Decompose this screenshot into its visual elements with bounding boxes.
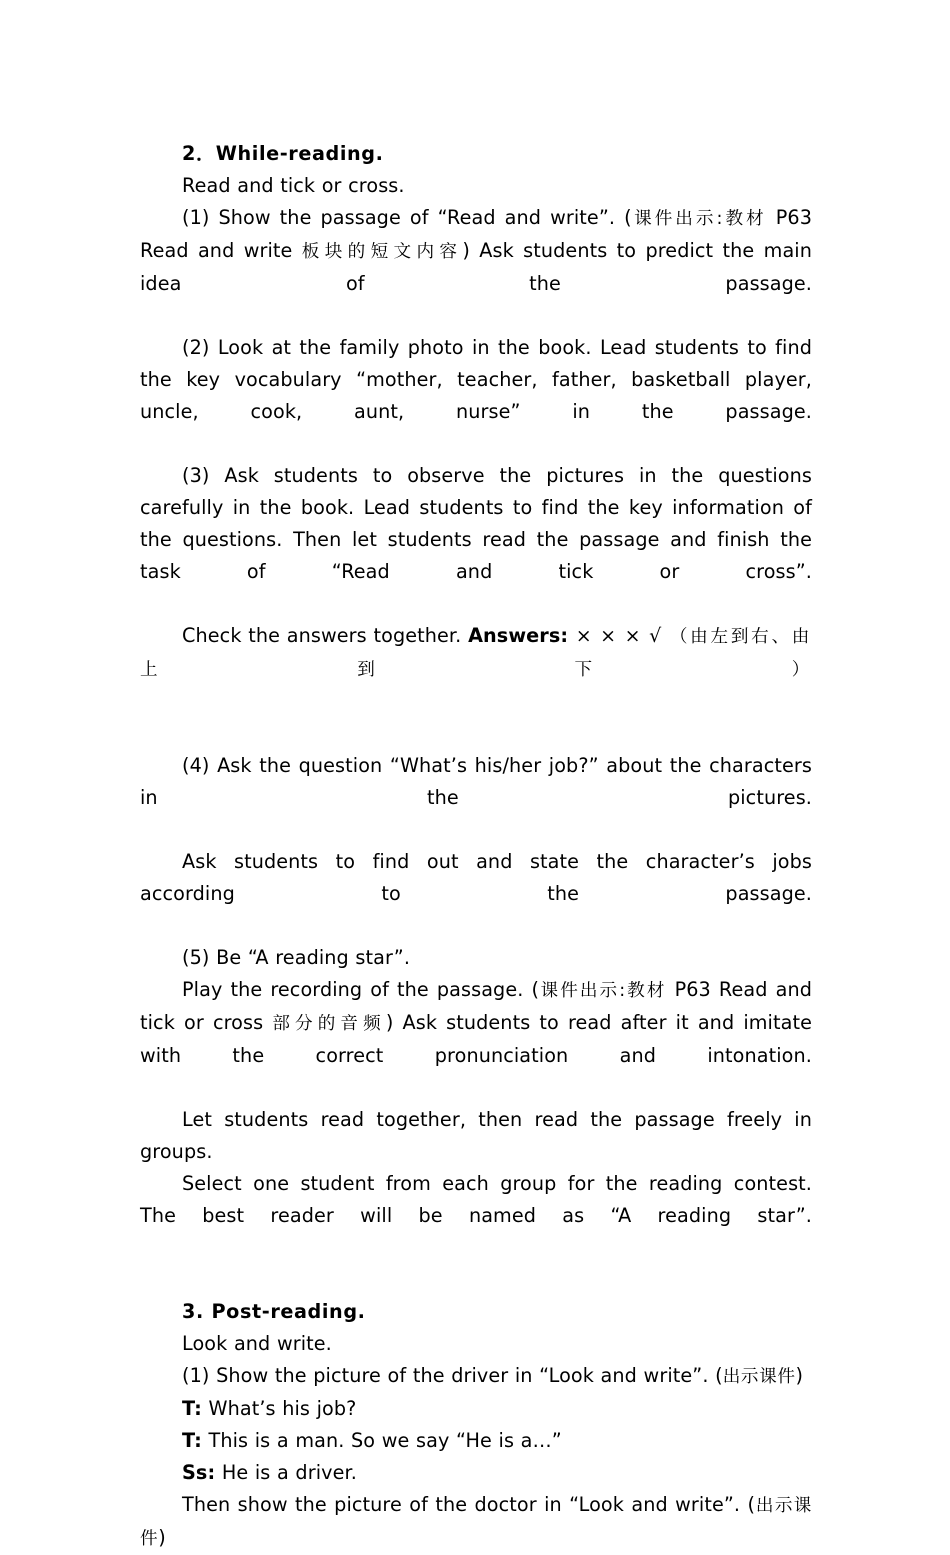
subheading-look-and-write: Look and write. (182, 1332, 332, 1355)
paragraph-5-part-b: P63 Read and tick or cross (140, 978, 812, 1034)
paragraph-5: (5) Be “A reading star”. (182, 946, 411, 969)
paragraph-5-part-a: Play the recording of the passage. ( (182, 978, 540, 1001)
answers-chinese-note: （由左到右、由上到下） (140, 627, 812, 680)
paragraph-6: Let students read together, then read the passage freely in groups. (140, 1108, 812, 1163)
paragraph-1-chinese-2: 板块的短文内容 (301, 242, 463, 262)
paragraph-4: (4) Ask the question “What’s his/her job?” about the characters in the pictures. (140, 754, 812, 809)
paragraph-8-chinese: 出示课件 (722, 1367, 796, 1387)
paragraph-1-part-c: ) Ask students to predict the main idea of the passage. (140, 239, 812, 295)
paragraph-9-part-a: Then show the picture of the doctor in “Look and write”. ( (182, 1493, 756, 1516)
paragraph-1-chinese-1: 课件出示:教材 (631, 209, 767, 229)
answers-marks: × × × √ (568, 625, 670, 647)
document-text-column (140, 138, 812, 1555)
paragraph-5-chinese-1: 课件出示:教材 (539, 981, 667, 1001)
paragraph-5-recording (140, 974, 812, 1104)
dialogue-2-speaker: T: (182, 1429, 202, 1452)
paragraph-8 (140, 1360, 812, 1393)
dialogue-3-text: He is a driver. (215, 1461, 357, 1484)
paragraph-1 (140, 202, 812, 332)
subheading-read-and-tick-or-cross: Read and tick or cross. (182, 174, 405, 197)
paragraph-9 (140, 1489, 812, 1555)
paragraph-1-part-b: P63 Read and write (140, 206, 813, 262)
paragraph-9-part-b: ) (158, 1526, 166, 1549)
paragraph-spacer-1 (140, 718, 812, 750)
dialogue-line-2 (140, 1425, 812, 1457)
paragraph-2: (2) Look at the family photo in the book. Lead students to find the key vocabulary “mother, teacher, father, basketball player, uncle, cook, aunt, nurse” in the passage. (140, 336, 812, 423)
paragraph-spacer-2 (140, 1264, 812, 1296)
dialogue-1-speaker: T: (182, 1397, 202, 1420)
paragraph-9-chinese: 出示课件 (140, 1496, 812, 1549)
paragraph-8-part-a: (1) Show the picture of the driver in “Look and write”. ( (182, 1364, 723, 1387)
dialogue-line-1 (140, 1393, 812, 1425)
paragraph-8-part-b: ) (795, 1364, 804, 1387)
paragraph-3: (3) Ask students to observe the pictures in the questions carefully in the book. Lead students to find the key information of the questions. Then let students read the passage and finish the task of “Read and tick or cross”. (140, 464, 812, 583)
dialogue-1-text: What’s his job? (201, 1397, 357, 1420)
dialogue-2-text: This is a man. So we say “He is a…” (201, 1429, 562, 1452)
paragraph-5-part-c: ) Ask students to read after it and imitate with the correct pronunciation and intonation. (140, 1011, 812, 1067)
paragraph-answers (140, 620, 812, 718)
answers-label: Answers: (468, 624, 569, 647)
paragraph-5-chinese-2: 部分的音频 (272, 1014, 386, 1034)
dialogue-3-speaker: Ss: (182, 1461, 216, 1484)
section-heading-while-reading: 2．While-reading. (182, 142, 384, 165)
paragraph-4b: Ask students to find out and state the character’s jobs according to the passage. (140, 850, 812, 905)
answers-lead-in: Check the answers together. (182, 624, 469, 647)
paragraph-1-part-a: (1) Show the passage of “Read and write”. ( (182, 206, 632, 229)
section-heading-post-reading: 3. Post-reading. (182, 1300, 366, 1323)
dialogue-line-3 (140, 1457, 812, 1489)
paragraph-7: Select one student from each group for the reading contest. The best reader will be named as “A reading star”. (140, 1172, 812, 1227)
